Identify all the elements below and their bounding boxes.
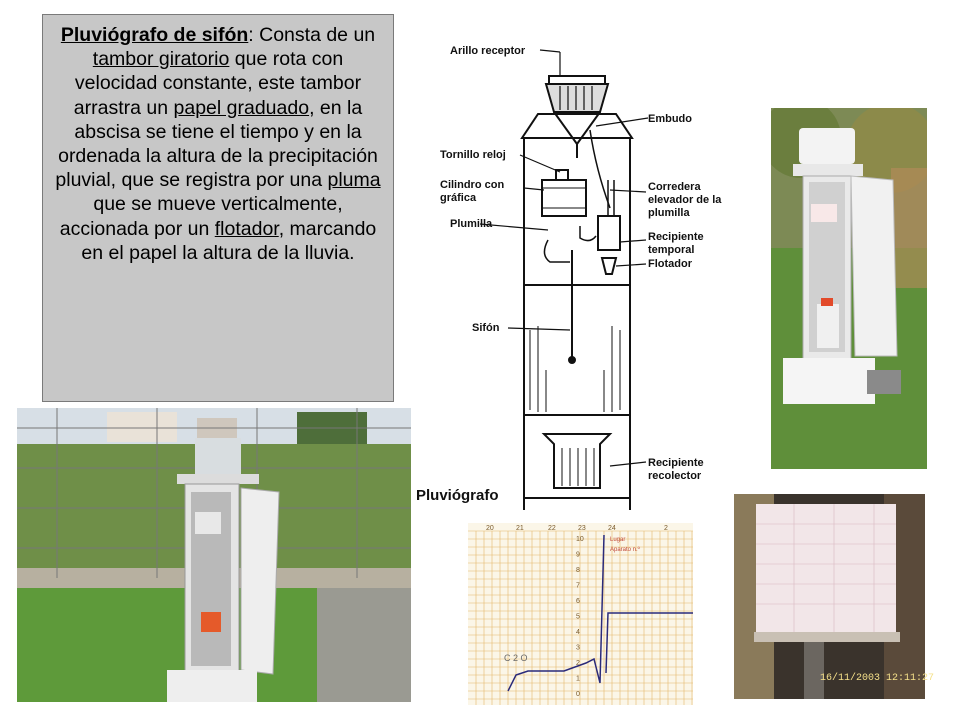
label-temp-container-2: temporal <box>648 244 695 256</box>
photo-pluviograph-field <box>17 408 411 702</box>
label-slide-3: plumilla <box>648 207 690 219</box>
label-collector-1: Recipiente <box>648 457 704 469</box>
chart-note-device: Aparato n.º <box>610 547 640 553</box>
photo-timestamp: 16/11/2003 12:11:27 <box>820 673 935 684</box>
chart-annotation: C 2 O <box>504 653 528 663</box>
temporary-container <box>598 216 620 250</box>
photo-pluviograph-open <box>771 108 927 469</box>
chart-y-tick: 0 <box>576 691 580 698</box>
label-receiver-ring: Arillo receptor <box>450 45 526 57</box>
funnel-top <box>546 84 608 112</box>
description-segment: pluma <box>327 169 381 192</box>
chart-y-tick: 2 <box>576 660 580 667</box>
siphon <box>580 226 596 241</box>
label-pen: Plumilla <box>450 218 493 230</box>
label-collector-2: recolector <box>648 470 702 482</box>
label-clock-screw: Tornillo reloj <box>440 149 506 161</box>
collecting-bucket <box>544 434 610 488</box>
label-chart-cylinder-1: Cilindro con <box>440 179 505 191</box>
float <box>602 258 616 274</box>
pluviograph-diagram <box>420 30 750 515</box>
label-siphon: Sifón <box>472 322 500 334</box>
chart-x-tick: 24 <box>608 525 616 532</box>
label-float: Flotador <box>648 258 692 270</box>
label-slide-1: Corredera <box>648 181 701 193</box>
chart-y-tick: 6 <box>576 598 580 605</box>
label-chart-cylinder-2: gráfica <box>440 192 477 204</box>
chart-y-tick: 10 <box>576 536 584 543</box>
description-segment: flotador <box>214 217 279 240</box>
instrument-roof <box>522 114 632 138</box>
chart-x-tick: 20 <box>486 525 494 532</box>
chart-note-place: Lugar <box>610 537 626 543</box>
chart-y-tick: 1 <box>576 675 580 683</box>
description-segment: que se mueve verticalmente, accionada por un <box>59 193 343 240</box>
chart-x-tick: 21 <box>516 525 524 532</box>
chart-y-tick: 8 <box>576 567 580 574</box>
chart-y-tick: 3 <box>576 644 580 652</box>
receiver-ring <box>549 76 605 84</box>
photo-chart-paper <box>468 523 693 705</box>
chart-y-tick: 9 <box>576 551 580 559</box>
chart-x-tick: 23 <box>578 525 586 532</box>
label-slide-2: elevador de la <box>648 194 722 206</box>
description-segment: , en la abscisa se tiene el tiempo y en la ordenada la altura de la precipitación pluvial, que se registra por una <box>55 96 378 192</box>
chart-x-tick: 2 <box>664 525 668 532</box>
description-segment: papel graduado <box>173 96 310 119</box>
chart-cylinder <box>542 180 586 216</box>
description-text-box <box>42 14 394 402</box>
description-segment: : Consta de un <box>248 24 376 46</box>
chart-y-tick: 7 <box>576 582 580 590</box>
chart-y-tick: 5 <box>576 613 580 621</box>
description-segment: tambor giratorio <box>92 48 230 71</box>
chart-x-tick: 22 <box>548 525 556 532</box>
description-segment: Pluviógrafo de sifón <box>60 24 249 46</box>
chart-y-tick: 4 <box>576 629 580 636</box>
label-temp-container-1: Recipiente <box>648 231 704 243</box>
description-segment: que rota con velocidad constante, este tambor arrastra un <box>73 48 362 119</box>
description-segment: , marcando en el papel la altura de la lluvia. <box>81 217 377 264</box>
label-funnel: Embudo <box>648 113 692 125</box>
diagram-caption: Pluviógrafo <box>416 487 499 504</box>
photo-recording-drum <box>734 494 925 699</box>
